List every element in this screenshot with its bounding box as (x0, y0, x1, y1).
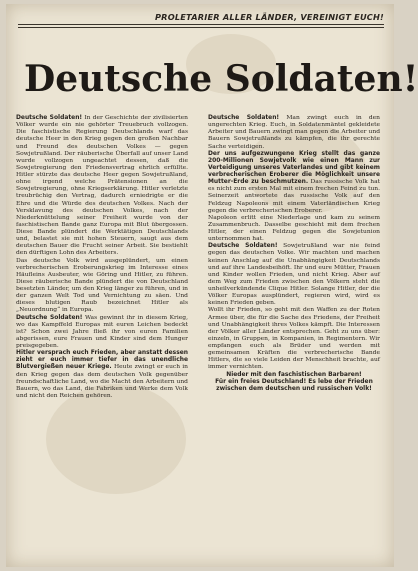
paragraph-lead: Deutsche Soldaten! (208, 114, 280, 121)
paragraph-text: Sowjetrußland war nie feind gegen das deutschen Volke. Wir machten und machen keinen Anschlag auf die Unabhängigkeit Deutschlands und auf ihre Landesbeihöft. Ihr und eure Mütter, Frauen und Kinder wollen Frieden, und nicht Krieg. Aber auf dem Weg zum Frieden zwischen den Völkern steht die unheilverkündende Clique Hitler. Solange Hitler, der die Völker Europas ausplündert, regieren wird, wird es keinen Frieden geben. (208, 242, 380, 307)
paragraph (16, 349, 188, 399)
paragraph (16, 257, 188, 314)
left-column (16, 114, 188, 566)
leaflet-page (6, 4, 418, 567)
paragraph (208, 150, 380, 214)
page-title: Deutsche Soldaten! (24, 58, 418, 100)
paragraph-lead: Der uns aufgezwungene Krieg stellt das ganze 200-Millionen Sowjetvolk wie einen Mann zur Verteidigung unseres Vaterlandes und gibt keinem verbrecherischen Eroberer die Möglichkeit unsere Mutter-Erde zu beschmutzen. (208, 149, 380, 186)
paragraph-lead: Deutsche Soldaten! (208, 242, 278, 250)
header-rule (18, 27, 384, 28)
paragraph-text: In der Geschichte der zivilisierten Völker wurde ein nie gehörter Treuebruch vollzogen. Die faschistische Regierung Deutschlands warf das deutsche Heer in den Krieg gegen den großen Nachbar und Freund des deutschen Volkes — gegen Sowjetrußland. Der räuberische Überfall auf unser Land wurde vollzogen ungeachtet dessen, daß die Sowjetregierung den Friedensvertrag ehrlich erfüllte. Hitler stürzte das deutsche Heer gegen Sowjetrußland, ohne irgend welche Prätensionen an die Sowjetregierung, ohne Kriegserklärung. Hitler verletzte treubrüchig den Vertrag, dadurch erniedrigte er die Ehre und die Würde des deutschen Volkes. Nach der Versklavung des deutschen Volkes, nach der Niederknüttelung seiner Freiheit wurde von der faschistischen Bande ganz Europa mit Blut übergossen. Diese Bande plündert die Werktätigen Deutschlands und, belastet sie mit hohen Steuern, saugt aus dem deutschen Bauer die Frucht seiner Arbeit. Sie bestiehlt den dürftigen Lohn des Arbeiters. (16, 114, 188, 257)
paragraph-lead: Für ein freies Deutschland! Es lebe der Frieden zwischen dem deutschen und russischen Volk! (215, 377, 373, 392)
paragraph (208, 214, 380, 243)
paragraph-text: Was gewinnt ihr in diesem Krieg, wo das Kampffeld Europas mit euren Leichen bedeckt ist? Schon zwei Jahre fließ ihr von euren Familien abgerissen, eure Frauen und Kinder sind dem Hunger preisgegeben. (16, 313, 188, 349)
paragraph (16, 114, 188, 257)
paragraph-lead: Hitler versprach euch Frieden, aber anstatt dessen zieht er euch immer tiefer in das unendliche Blutvergießen neuer Kriege. (16, 349, 188, 371)
paragraph (16, 314, 188, 350)
paragraph-text: Heute zwingt er euch in den Krieg gegen das dem deutschen Volk gegenüber freundschaftliche Land, wo die Macht den Arbeitern und Bauern, wo das Land, die Fabriken und Werke dem Volk und nicht den Reichen gehören. (16, 363, 189, 399)
paragraph (208, 378, 380, 392)
right-column (208, 114, 380, 566)
paragraph (208, 242, 380, 306)
paragraph-lead: Nieder mit den faschistischen Barbaren! (226, 370, 362, 378)
paragraph (208, 114, 380, 150)
paragraph-text: Das russische Volk hat es nicht zum ersten Mal mit einem frechen Feind zu tun. Seinerzeit antwortete das russische Volk auf den Feldzug Napoleons mit einem Vaterländischen Krieg gegen die verbrecherischen Eroberer. (208, 178, 381, 214)
paragraph (208, 371, 380, 378)
paragraph-text: Wollt ihr Frieden, so geht mit den Waffen zu der Roten Armee über, die für die Sache des Friedens, der Freiheit und Unabhängigkeit ihres Volkes kämpft. Die Interessen der Völker aller Länder entsprechen. Geht zu uns über: einzeln, in Gruppen, in Kompanien, in Regimentern. Wir empfangen euch als Brüder und werden mit gemeinsamen Kräften die verbrecherische Bande Hitlers, die so viele Leiden der Menschheit brachte, auf immer vernichten. (208, 306, 380, 371)
paragraph-text: Napoleon erlitt eine Niederlage und kam zu seinem Zusammenbruch. Dasselbe geschieht mit dem frechen Hitler, der einen Feldzug gegen die Sowjetunion unternommen hat. (208, 213, 380, 243)
header-rule (18, 24, 384, 25)
paragraph-lead: Deutsche Soldaten! (16, 313, 83, 321)
paragraph-text: Man zwingt euch in den ungerechten Krieg. Euch, in Soldatenmäntel gekleidete Arbeiter und Bauern zwingt man gegen die Arbeiter und Bauern Sowjetrußlands zu kämpfen, die ihr gerechte Sache verteidigen. (208, 114, 381, 150)
paragraph-text: Das deutsche Volk wird ausgeplündert, um einen verbrecherischen Eroberungskrieg im Interesse eines Häufleins Ausbeuter, wie Göring und Hitler, zu führen. Diese räuberische Bande plündert die von Deutschland besetzten Länder, um den Krieg länger zu führen, und in der ganzen Welt Tod und Vernichtung zu säen. Und dieses blutigen Raub bezeichnet Hitler als „Neuordnung“ in Europa. (16, 256, 188, 314)
paragraph-lead: Deutsche Soldaten! (16, 114, 83, 121)
paragraph (208, 306, 380, 370)
header-motto: PROLETARIER ALLER LÄNDER, VEREINIGT EUCH! (154, 12, 384, 22)
